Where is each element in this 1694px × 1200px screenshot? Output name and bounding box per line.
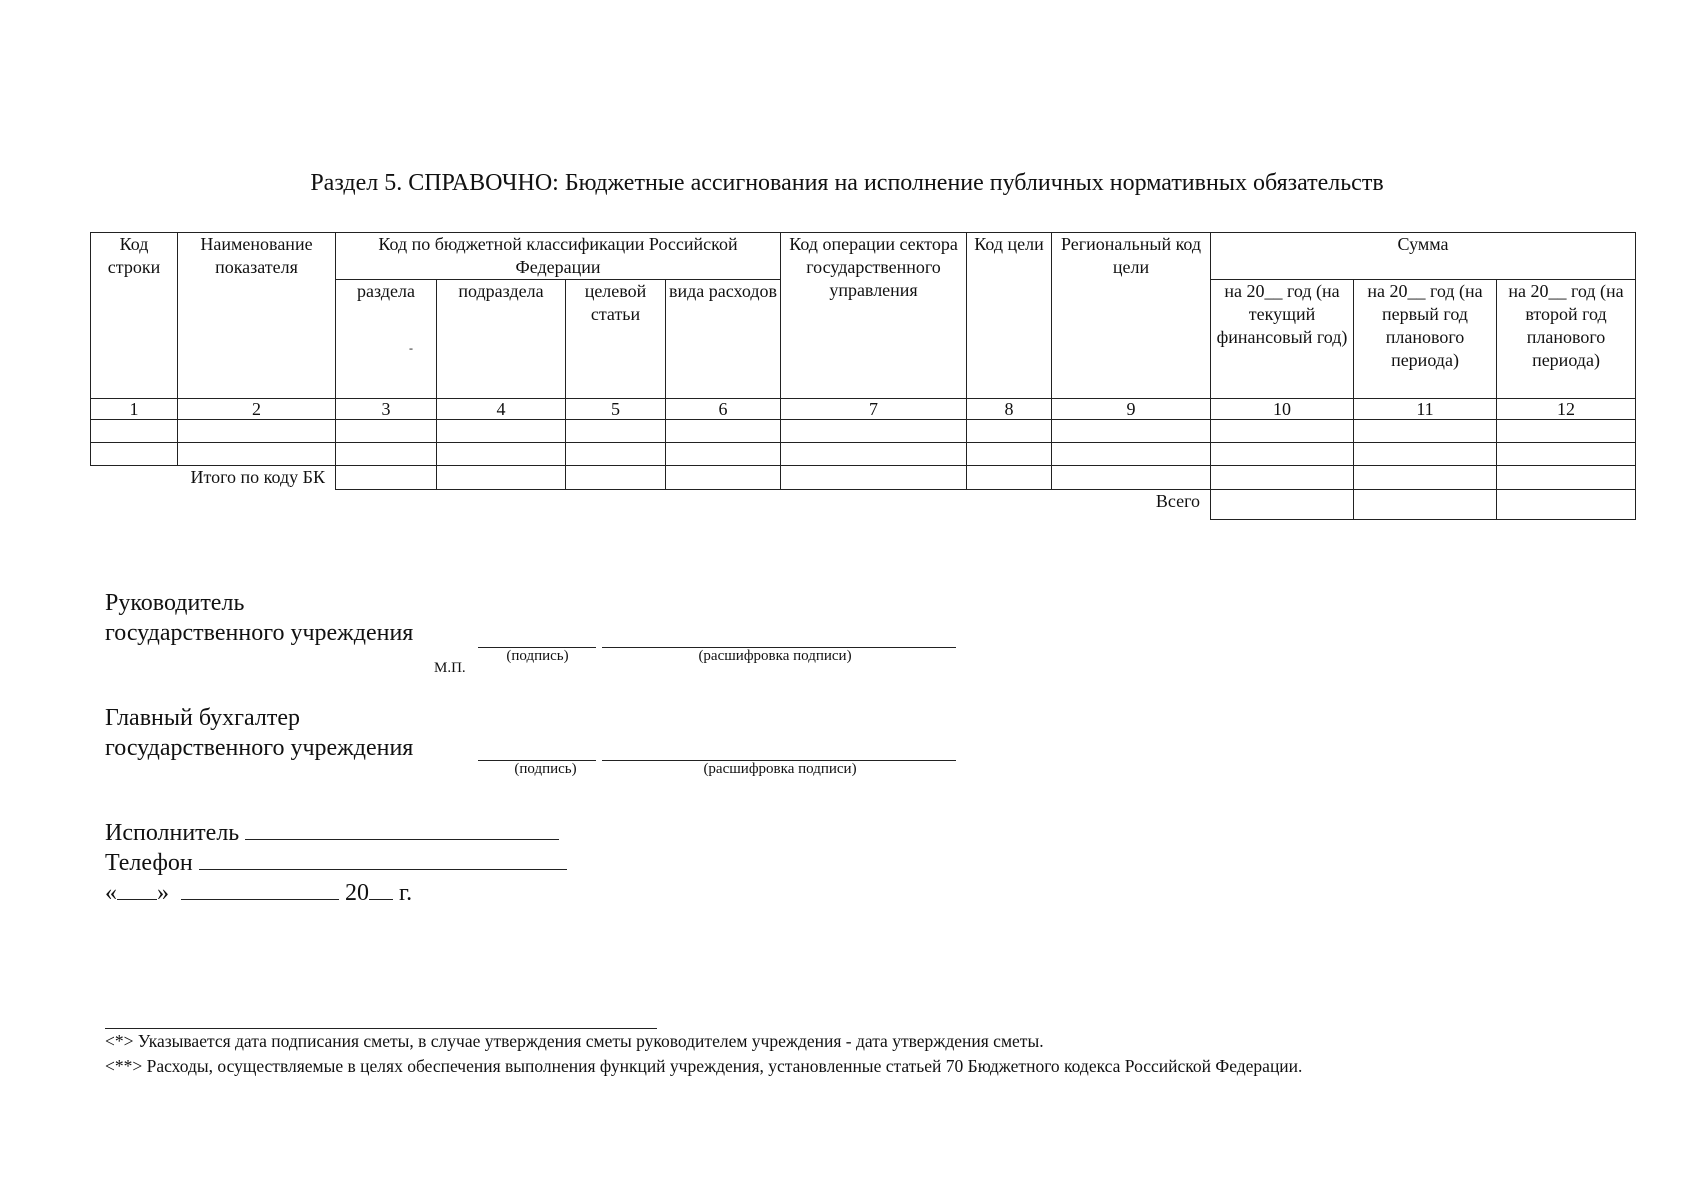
date-year-prefix: 20: [345, 880, 369, 906]
column-number: 4: [437, 399, 566, 420]
table-cell[interactable]: [666, 443, 781, 466]
section-title: Раздел 5. СПРАВОЧНО: Бюджетные ассигнования на исполнение публичных нормативных обязательств: [310, 170, 1384, 196]
column-number: 10: [1211, 399, 1354, 420]
header-sum-first-plan-year: на 20__ год (на первый год планового периода): [1354, 280, 1497, 399]
executor-field[interactable]: [245, 819, 559, 840]
table-cell[interactable]: [336, 443, 437, 466]
table-cell[interactable]: [1052, 466, 1211, 490]
table-cell[interactable]: [1211, 443, 1354, 466]
date-suffix: г.: [399, 880, 413, 906]
footnote-2: <**> Расходы, осуществляемые в целях обеспечения выполнения функций учреждения, установленные статьей 70 Бюджетного кодекса Российской Федерации.: [105, 1056, 1303, 1076]
column-number: 11: [1354, 399, 1497, 420]
table-cell[interactable]: [336, 420, 437, 443]
table-cell[interactable]: [437, 466, 566, 490]
header-regional-goal-code: Региональный код цели: [1052, 233, 1211, 399]
table-cell[interactable]: [437, 420, 566, 443]
table-cell[interactable]: [178, 443, 336, 466]
column-numbers-row: [91, 399, 1636, 420]
table-cell[interactable]: [437, 443, 566, 466]
stray-mark: -: [409, 341, 413, 355]
column-number: 5: [566, 399, 666, 420]
executor-row: [105, 818, 559, 848]
date-row: [105, 878, 412, 908]
header-row-code: Код строки: [91, 233, 178, 399]
phone-field[interactable]: [199, 849, 567, 870]
footnote-1: <*> Указывается дата подписания сметы, в случае утверждения сметы руководителем учреждения - дата утверждения сметы.: [105, 1031, 1044, 1051]
column-number: 2: [178, 399, 336, 420]
table-cell[interactable]: [1211, 420, 1354, 443]
column-number: 8: [967, 399, 1052, 420]
phone-label: Телефон: [105, 850, 193, 876]
total-bk-label: Итого по коду БК: [190, 467, 325, 487]
table-cell[interactable]: [1497, 466, 1636, 490]
header-indicator-name: Наименование показателя: [178, 233, 336, 399]
column-number: 12: [1497, 399, 1636, 420]
table-cell[interactable]: [666, 466, 781, 490]
header-goal-code: Код цели: [967, 233, 1052, 399]
date-year-field[interactable]: [369, 879, 393, 900]
table-cell[interactable]: [1354, 443, 1497, 466]
table-cell[interactable]: [566, 466, 666, 490]
table-cell[interactable]: [1354, 420, 1497, 443]
stamp-label: М.П.: [434, 660, 466, 676]
table-cell[interactable]: [781, 420, 967, 443]
header-section: [336, 280, 437, 399]
table-cell[interactable]: [91, 420, 178, 443]
table-cell[interactable]: [1497, 420, 1636, 443]
table-cell[interactable]: [1354, 466, 1497, 490]
head-signature-caption: (подпись): [506, 648, 569, 664]
table-cell[interactable]: [666, 420, 781, 443]
table-cell[interactable]: [1497, 489, 1636, 520]
table-row: [91, 443, 1636, 466]
head-label-line2: государственного учреждения: [105, 620, 414, 646]
table-cell[interactable]: [1211, 489, 1354, 520]
table-cell[interactable]: [1354, 489, 1497, 520]
date-open-quote: «: [105, 880, 117, 906]
header-sum: Сумма: [1211, 233, 1636, 280]
date-close-quote: »: [157, 880, 169, 906]
column-number: 7: [781, 399, 967, 420]
table-cell[interactable]: [1052, 443, 1211, 466]
head-label-line1: Руководитель: [105, 590, 245, 616]
table-cell[interactable]: [967, 466, 1052, 490]
accountant-label-line1: Главный бухгалтер: [105, 705, 300, 731]
table-cell[interactable]: [91, 443, 178, 466]
table-cell[interactable]: [566, 420, 666, 443]
header-sum-second-plan-year: на 20__ год (на второй год планового периода): [1497, 280, 1636, 399]
header-section-label: раздела: [357, 281, 415, 301]
table-cell[interactable]: [781, 443, 967, 466]
header-bk-code: Код по бюджетной классификации Российской Федерации: [336, 233, 781, 280]
table-cell[interactable]: [1211, 466, 1354, 490]
table-cell[interactable]: [967, 443, 1052, 466]
column-number: 1: [91, 399, 178, 420]
header-target-item: целевой статьи: [566, 280, 666, 399]
column-number: 9: [1052, 399, 1211, 420]
table-cell[interactable]: [178, 420, 336, 443]
column-number: 3: [336, 399, 437, 420]
accountant-decoding-caption: (расшифровка подписи): [703, 761, 857, 777]
table-cell[interactable]: [1497, 443, 1636, 466]
phone-row: [105, 848, 567, 878]
footnote-separator: [105, 1028, 657, 1029]
header-subsection: подраздела: [437, 280, 566, 399]
grand-total-label: Всего: [1155, 490, 1201, 511]
header-sum-current-year: на 20__ год (на текущий финансовый год): [1211, 280, 1354, 399]
table-cell[interactable]: [781, 466, 967, 490]
executor-label: Исполнитель: [105, 820, 240, 846]
date-day-field[interactable]: [117, 879, 157, 900]
accountant-signature-caption: (подпись): [514, 761, 577, 777]
header-operation-code: Код операции сектора государственного управления: [781, 233, 967, 399]
table-row: [91, 420, 1636, 443]
column-number: 6: [666, 399, 781, 420]
table-cell[interactable]: [336, 466, 437, 490]
table-cell[interactable]: [1052, 420, 1211, 443]
grand-total-row: [91, 489, 1636, 520]
head-decoding-caption: (расшифровка подписи): [698, 648, 852, 664]
date-month-field[interactable]: [181, 879, 339, 900]
table-cell[interactable]: [967, 420, 1052, 443]
total-bk-row: [91, 466, 1636, 490]
accountant-label-line2: государственного учреждения: [105, 735, 414, 761]
header-expense-type: вида расходов: [666, 280, 781, 399]
table-cell[interactable]: [566, 443, 666, 466]
budget-allocations-table: [90, 232, 1636, 520]
